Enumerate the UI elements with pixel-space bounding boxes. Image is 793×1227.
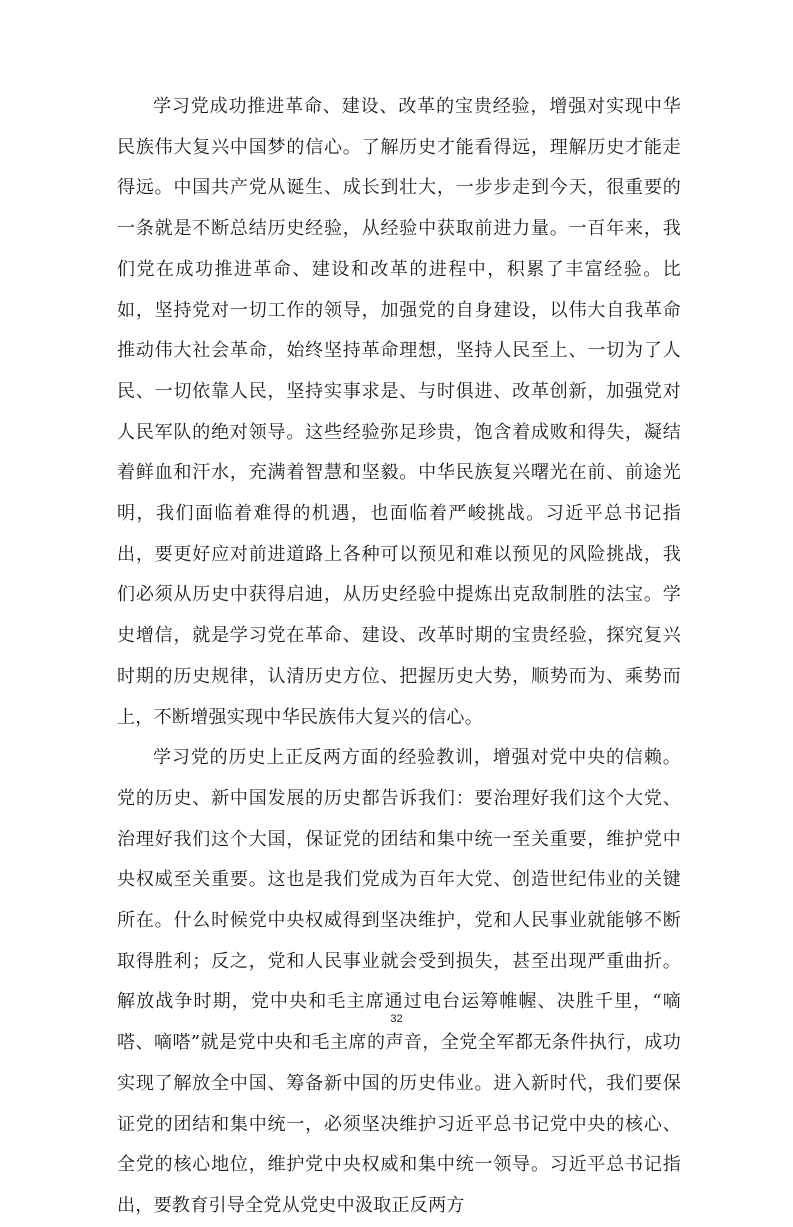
paragraph-lessons-of-experience: 学习党成功推进革命、建设、改革的宝贵经验，增强对实现中华民族伟大复兴中国梦的信心。了解历史才能看得远，理解历史才能走得远。中国共产党从诞生、成长到壮大，一步步走到今天，很重要的一条就是不断总结历史经验，从经验中获取前进力量。一百年来，我们党在成功推进革命、建设和改革的进程中，积累了丰富经验。比如，坚持党对一切工作的领导，加强党的自身建设，以伟大自我革命推动伟大社会革命，始终坚持革命理想，坚持人民至上、一切为了人民、一切依靠人民，坚持实事求是、与时俱进、改革创新，加强党对人民军队的绝对领导。这些经验弥足珍贵，饱含着成败和得失，凝结着鲜血和汗水，充满着智慧和坚毅。中华民族复兴曙光在前、前途光明，我们面临着难得的机遇，也面临着严峻挑战。习近平总书记指出，要更好应对前进道路上各种可以预见和难以预见的风险挑战，我们必须从历史中获得启迪，从历史经验中提炼出克敌制胜的法宝。学史增信，就是学习党在革命、建设、改革时期的宝贵经验，探究复兴时期的历史规律，认清历史方位、把握历史大势，顺势而为、乘势而上，不断增强实现中华民族伟大复兴的信心。 [117, 96, 681, 728]
body-text [117, 87, 681, 1227]
paragraph-positive-negative-lessons: 学习党的历史上正反两方面的经验教训，增强对党中央的信赖。党的历史、新中国发展的历史都告诉我们：要治理好我们这个大党、治理好我们这个大国，保证党的团结和集中统一至关重要，维护党中央权威至关重要。这也是我们党成为百年大党、创造世纪伟业的关键所在。什么时候党中央权威得到坚决维护，党和人民事业就能够不断取得胜利；反之，党和人民事业就会受到损失，甚至出现严重曲折。解放战争时期，党中央和毛主席通过电台运筹帷幄、决胜千里，“嘀嗒、嘀嗒”就是党中央和毛主席的声音，全党全军都无条件执行，成功实现了解放全中国、筹备新中国的历史伟业。进入新时代，我们要保证党的团结和集中统一，必须坚决维护习近平总书记党中央的核心、全党的核心地位，维护党中央权威和集中统一领导。习近平总书记指出，要教育引导全党从党史中汲取正反两方 [117, 747, 681, 1216]
page-number: 32 [390, 1013, 403, 1025]
